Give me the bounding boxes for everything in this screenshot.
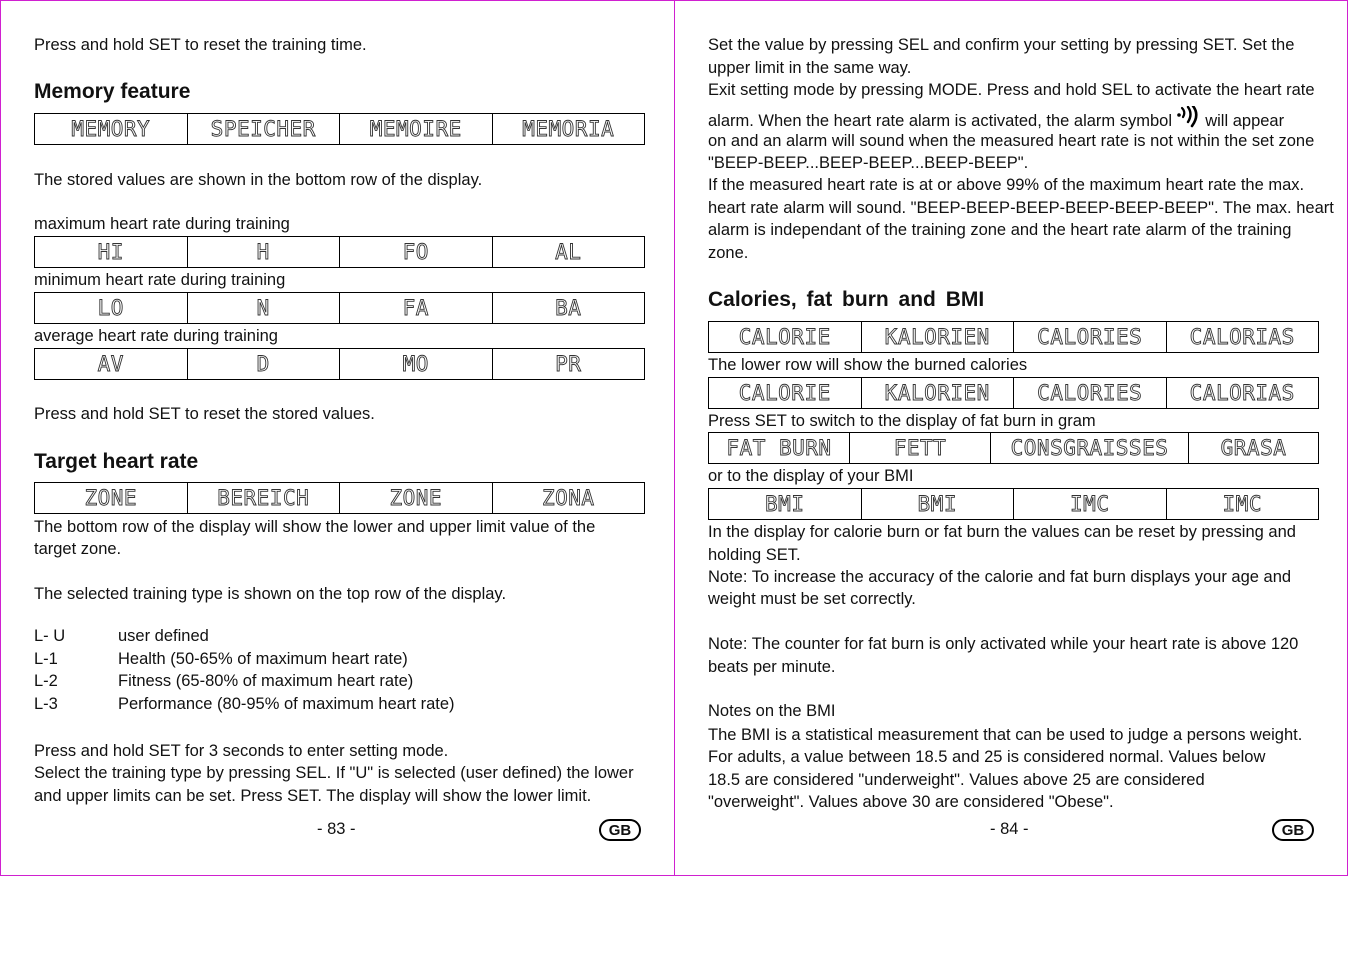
avg-heart-rate-label: average heart rate during training <box>34 327 278 345</box>
target-heart-rate-heading: Target heart rate <box>34 450 199 473</box>
calorie-lcd-row <box>708 377 1319 409</box>
lcd-cell: HI <box>97 240 124 264</box>
lcd-cell: CALORIAS <box>1166 378 1319 408</box>
lcd-cell: FO <box>339 237 492 267</box>
alarm-text-line <box>708 106 1284 133</box>
lcd-cell: LO <box>97 296 124 320</box>
training-type-desc: Health (50-65% of maximum heart rate) <box>118 650 408 668</box>
setting-mode-text: Select the training type by pressing SEL. If "U" is selected (user defined) the lower <box>34 764 634 782</box>
lcd-cell: IMC <box>1166 489 1319 519</box>
bottom-row-text: The bottom row of the display will show the lower and upper limit value of the <box>34 518 596 536</box>
bmi-label: or to the display of your BMI <box>708 467 914 485</box>
lcd-cell: FAT BURN <box>726 436 832 460</box>
bmi-text: The BMI is a statistical measurement that can be used to judge a persons weight. <box>708 726 1303 744</box>
zone-lcd-row <box>34 482 645 514</box>
body-text: "BEEP-BEEP...BEEP-BEEP...BEEP-BEEP". <box>708 154 1029 172</box>
lcd-cell: CALORIES <box>1013 322 1166 352</box>
avg-lcd-row <box>34 348 645 380</box>
training-type-code: L-2 <box>34 672 58 690</box>
lcd-cell: BEREICH <box>187 483 340 513</box>
body-text: heart rate alarm will sound. "BEEP-BEEP-BEEP-BEEP-BEEP-BEEP". The max. heart <box>708 199 1334 217</box>
lcd-cell: ZONE <box>84 486 138 510</box>
note-text: weight must be set correctly. <box>708 590 916 608</box>
training-type-code: L-1 <box>34 650 58 668</box>
training-type-text: The selected training type is shown on the top row of the display. <box>34 585 507 603</box>
body-text: upper limit in the same way. <box>708 59 912 77</box>
max-heart-rate-label: maximum heart rate during training <box>34 215 290 233</box>
reset-text: holding SET. <box>708 546 801 564</box>
stored-values-text: The stored values are shown in the bottom row of the display. <box>34 171 483 189</box>
bmi-text: "overweight". Values above 30 are considered "Obese". <box>708 793 1114 811</box>
lcd-cell: MEMORIA <box>492 114 645 144</box>
lcd-cell: N <box>187 293 340 323</box>
lower-row-label: The lower row will show the burned calories <box>708 356 1028 374</box>
lcd-cell: CALORIE <box>738 381 831 405</box>
lcd-cell: AL <box>492 237 645 267</box>
reset-training-time-text: Press and hold SET to reset the training time. <box>34 36 367 54</box>
setting-mode-text: and upper limits can be set. Press SET. The display will show the lower limit. <box>34 787 592 805</box>
calories-heading: Calories, fat burn and BMI <box>708 288 985 311</box>
reset-stored-text: Press and hold SET to reset the stored values. <box>34 405 375 423</box>
bottom-row-text: target zone. <box>34 540 122 558</box>
training-type-code: L-3 <box>34 695 58 713</box>
lcd-cell: BMI <box>765 492 805 516</box>
lcd-cell: AV <box>97 352 124 376</box>
lcd-cell: MEMOIRE <box>339 114 492 144</box>
lcd-cell: KALORIEN <box>861 322 1014 352</box>
body-text: zone. <box>708 244 749 262</box>
page-number: - 84 - <box>990 820 1029 838</box>
bmi-lcd-row <box>708 488 1319 520</box>
bmi-text: 18.5 are considered "underweight". Values above 25 are considered <box>708 771 1205 789</box>
lcd-cell: KALORIEN <box>861 378 1014 408</box>
training-type-desc: user defined <box>118 627 209 645</box>
body-text: alarm is independant of the training zone and the heart rate alarm of the training <box>708 221 1292 239</box>
lcd-cell: PR <box>492 349 645 379</box>
max-lcd-row <box>34 236 645 268</box>
heart-rate-alarm-icon <box>1177 106 1201 128</box>
body-text: Exit setting mode by pressing MODE. Press and hold SEL to activate the heart rate <box>708 81 1315 99</box>
body-text: If the measured heart rate is at or above 99% of the maximum heart rate the max. <box>708 176 1305 194</box>
min-lcd-row <box>34 292 645 324</box>
bmi-notes-heading: Notes on the BMI <box>708 702 836 720</box>
lcd-cell: D <box>187 349 340 379</box>
lcd-cell: CALORIES <box>1013 378 1166 408</box>
bmi-text: For adults, a value between 18.5 and 25 is considered normal. Values below <box>708 748 1266 766</box>
setting-mode-text: Press and hold SET for 3 seconds to enter setting mode. <box>34 742 449 760</box>
training-type-desc: Fitness (65-80% of maximum heart rate) <box>118 672 414 690</box>
training-type-code: L- U <box>34 627 66 645</box>
lcd-cell: ZONA <box>492 483 645 513</box>
gb-language-badge: GB <box>599 819 641 841</box>
memory-feature-heading: Memory feature <box>34 80 191 103</box>
lcd-cell: CALORIE <box>738 325 831 349</box>
lcd-cell: BMI <box>861 489 1014 519</box>
memory-lcd-row <box>34 113 645 145</box>
body-text: on and an alarm will sound when the measured heart rate is not within the set zone <box>708 132 1315 150</box>
lcd-cell: FETT <box>849 433 990 463</box>
page-divider <box>674 0 675 876</box>
lcd-cell: ZONE <box>339 483 492 513</box>
lcd-cell: CONSGRAISSES <box>990 433 1188 463</box>
body-text: Set the value by pressing SEL and confirm your setting by pressing SET. Set the <box>708 36 1295 54</box>
lcd-cell: MO <box>339 349 492 379</box>
fat-burn-label: Press SET to switch to the display of fat burn in gram <box>708 412 1096 430</box>
lcd-cell: GRASA <box>1188 433 1318 463</box>
page-number: - 83 - <box>317 820 356 838</box>
training-type-desc: Performance (80-95% of maximum heart rate) <box>118 695 455 713</box>
body-text: alarm. When the heart rate alarm is activated, the alarm symbol <box>708 112 1173 130</box>
lcd-cell: IMC <box>1013 489 1166 519</box>
lcd-cell: H <box>187 237 340 267</box>
note-text: Note: To increase the accuracy of the calorie and fat burn displays your age and <box>708 568 1292 586</box>
lcd-cell: SPEICHER <box>187 114 340 144</box>
reset-text: In the display for calorie burn or fat burn the values can be reset by pressing and <box>708 523 1296 541</box>
min-heart-rate-label: minimum heart rate during training <box>34 271 286 289</box>
calorie-lcd-row <box>708 321 1319 353</box>
note-text: beats per minute. <box>708 658 836 676</box>
note-text: Note: The counter for fat burn is only activated while your heart rate is above 120 <box>708 635 1299 653</box>
lcd-cell: FA <box>339 293 492 323</box>
lcd-cell: CALORIAS <box>1166 322 1319 352</box>
gb-language-badge: GB <box>1272 819 1314 841</box>
lcd-cell: BA <box>492 293 645 323</box>
body-text: will appear <box>1205 112 1285 130</box>
lcd-cell: MEMORY <box>71 117 151 141</box>
fat-burn-lcd-row <box>708 432 1319 464</box>
